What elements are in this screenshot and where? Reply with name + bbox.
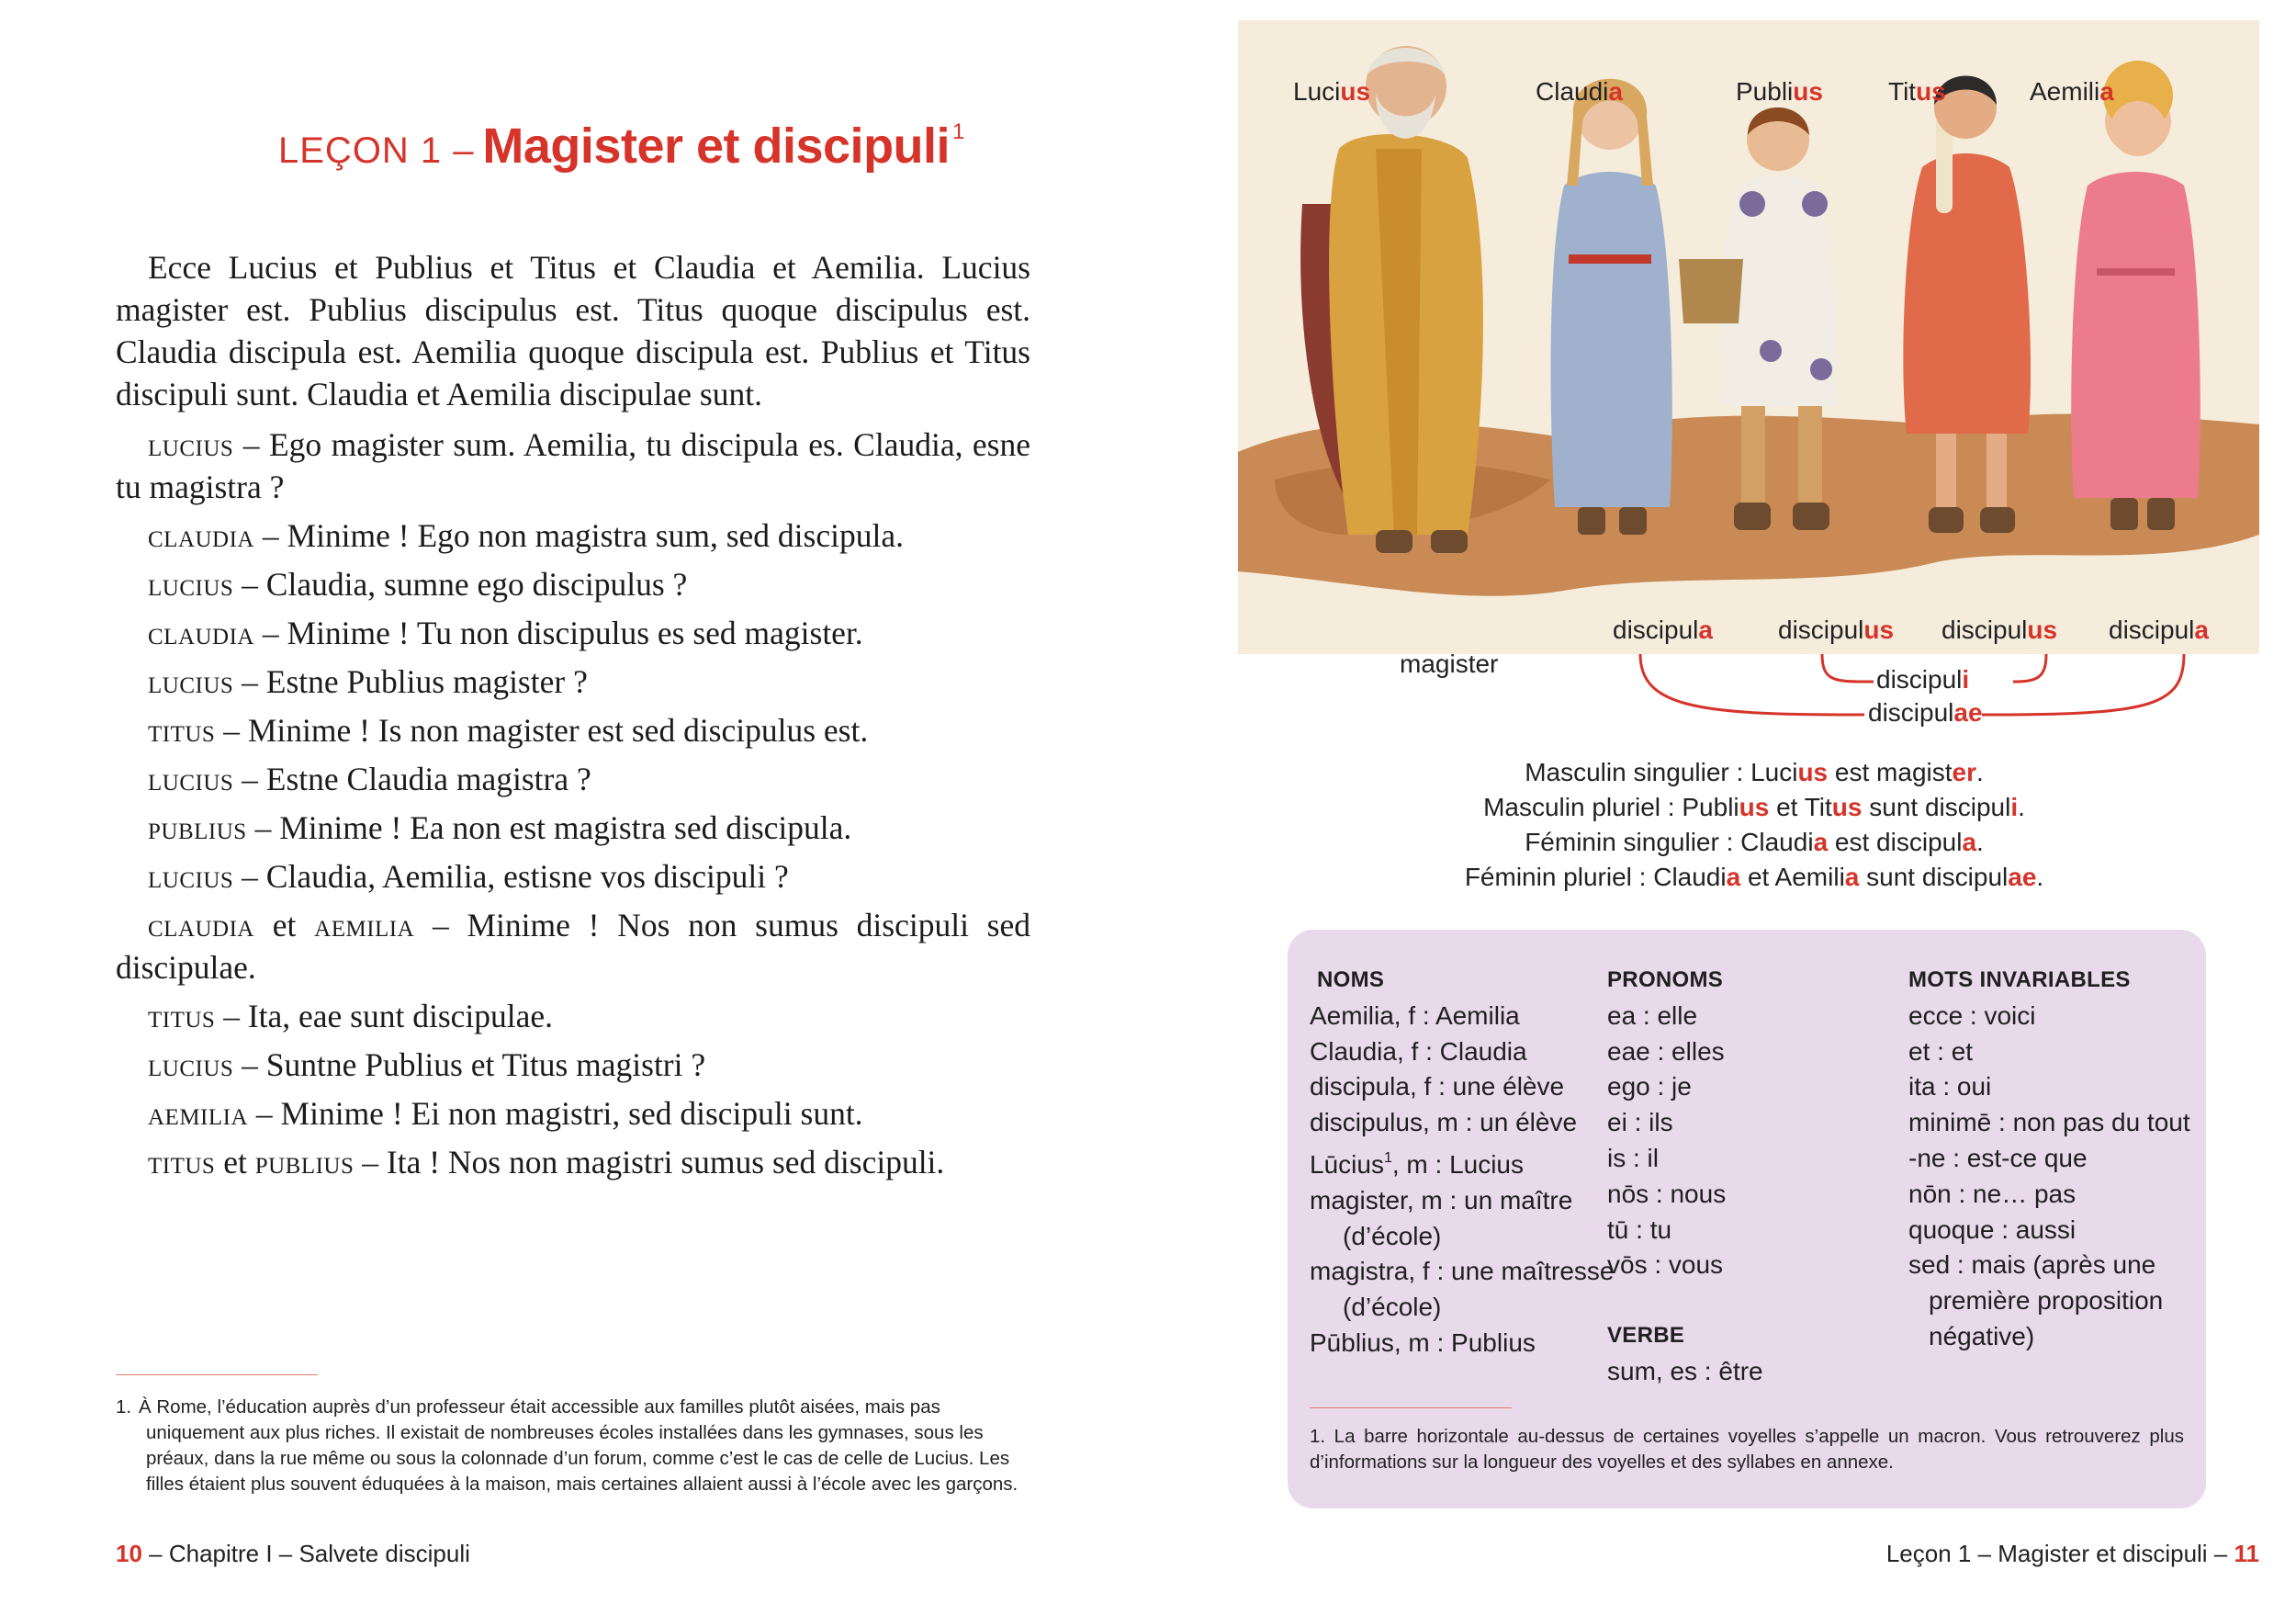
summary-text: . [1976, 758, 1984, 786]
summary-label: Féminin pluriel : [1464, 863, 1654, 891]
name-stem: Publi [1736, 77, 1794, 106]
summary-text: et Aemili [1740, 863, 1845, 891]
summary-ending: i [2010, 793, 2019, 821]
dialogue-line [116, 807, 1030, 849]
name-ending: a [2099, 77, 2114, 106]
vocab-word: Lūcius [1310, 1149, 1384, 1179]
dialogue-text: – Minime ! Nos non sumus discipuli sed discipulae. [116, 907, 1031, 986]
vocab-heading-pronoms: PRONOMS [1607, 967, 1724, 992]
speaker-name: claudia [148, 907, 254, 943]
summary-text: . [2018, 793, 2025, 821]
summary-line [1378, 860, 2131, 895]
vocab-entry: quoque : aussi [1908, 1214, 2077, 1244]
dialogue-line [116, 1092, 1030, 1135]
dialogue-line [116, 424, 1030, 508]
footnote-number: 1. [116, 1396, 132, 1418]
summary-line [1378, 825, 2131, 860]
speaker-name: claudia [148, 517, 254, 554]
folio-right [1886, 1540, 2259, 1568]
vocab-entry: eae : elles [1607, 1036, 1725, 1066]
form-stem: discipul [1868, 698, 1954, 727]
form-label-discipulae [1868, 698, 1983, 728]
vocab-entry: ecce : voici [1908, 1000, 2036, 1030]
dialogue-line [116, 855, 1030, 898]
form-stem: discipul [1613, 616, 1699, 644]
grammar-summary [1378, 755, 2131, 895]
name-ending: us [1793, 77, 1823, 106]
name-label-claudia [1536, 77, 1623, 107]
vocab-entry: vōs : vous [1607, 1250, 1724, 1280]
vocab-entry: et : et [1908, 1036, 1974, 1066]
name-label-titus [1888, 77, 1946, 107]
form-label-discipula-1 [1613, 616, 1713, 645]
dialogue-text: – Ita ! Nos non magistri sumus sed discipuli. [362, 1144, 945, 1180]
dialogue-text: – Minime ! Ei non magistri, sed discipuli sunt. [255, 1095, 863, 1132]
vocab-entry: (d’école) [1343, 1293, 1442, 1322]
vocab-heading-verbe: VERBE [1607, 1323, 1685, 1349]
summary-label: Masculin singulier : [1525, 758, 1751, 786]
dialogue-text: – Claudia, Aemilia, estisne vos discipuli ? [242, 858, 789, 895]
vocab-entry: (d’école) [1343, 1221, 1442, 1250]
speaker-name: lucius [148, 761, 234, 797]
dialogue-text: – Claudia, sumne ego discipulus ? [242, 566, 688, 603]
speaker-name: titus [148, 1144, 216, 1180]
vocab-footnote-rule [1310, 1407, 1512, 1408]
vocab-entry: minimē : non pas du tout [1908, 1108, 2190, 1137]
summary-ending: us [1739, 793, 1770, 821]
form-stem: magister [1400, 650, 1499, 678]
name-label-publius [1736, 77, 1823, 107]
name-stem: Aemili [2030, 77, 2100, 106]
summary-text: Publi [1682, 793, 1739, 821]
dialogue-text: – Minime ! Ea non est magistra sed discipula. [254, 809, 852, 846]
name-stem: Claudi [1536, 77, 1609, 106]
name-stem: Luci [1293, 77, 1341, 106]
speaker-name: publius [148, 809, 247, 846]
name-ending: a [1608, 77, 1623, 106]
form-ending: us [2027, 616, 2058, 644]
summary-ending: a [1813, 828, 1829, 856]
lesson-text [116, 246, 1030, 1190]
form-ending: a [1698, 616, 1713, 644]
vocab-entry: tū : tu [1607, 1214, 1672, 1244]
vocab-entry: Aemilia, f : Aemilia [1310, 1000, 1520, 1030]
dialogue-line [116, 1044, 1030, 1086]
vocab-entry: magistra, f : une maîtresse [1310, 1257, 1615, 1286]
folio-left [116, 1540, 470, 1568]
summary-ending: a [1962, 828, 1977, 856]
vocab-entry-lucius [1310, 1141, 1614, 1183]
dialogue-line [116, 904, 1030, 988]
vocab-spacer [1607, 1283, 1763, 1318]
speaker-name: lucius [148, 663, 234, 700]
vocab-col-pronoms [1607, 963, 1763, 1390]
dialogue-line [116, 758, 1030, 800]
summary-text: Claudi [1653, 863, 1727, 891]
speaker-name: publius [254, 1144, 355, 1180]
form-label-discipuli [1876, 665, 1969, 695]
vocab-entry: nōn : ne… pas [1908, 1179, 2077, 1208]
intro-paragraph: Ecce Lucius et Publius et Titus et Claudia et Aemilia. Lucius magister est. Publius discipulus est. Titus quoque discipulus est. Claudia discipula est. Aemilia quoque discipula est. Publius et Titus discipuli sunt. Claudia et Aemilia discipulae sunt. [116, 249, 1030, 412]
vocab-footnote: 1. La barre horizontale au-dessus de certaines voyelles s’appelle un macron. Vous retrouverez plus d’informations sur la longueur des voyelles et des syllabes en annexe. [1310, 1426, 2184, 1473]
running-head-left: – Chapitre I – Salvete discipuli [141, 1540, 470, 1567]
summary-text: sunt discipul [1859, 863, 2009, 891]
summary-text: Claudi [1740, 828, 1814, 856]
speaker-name: lucius [148, 1046, 234, 1083]
dialogue-text: – Ego magister sum. Aemilia, tu discipula es. Claudia, esne tu magistra ? [116, 426, 1030, 505]
name-ending: us [1916, 77, 1946, 106]
dialogue-text: – Estne Claudia magistra ? [242, 761, 591, 797]
vocab-entry: nōs : nous [1607, 1179, 1727, 1208]
name-stem: Tit [1888, 77, 1917, 106]
form-ending: ae [1953, 698, 1983, 727]
summary-ending: us [1831, 793, 1863, 821]
dialogue-line [116, 995, 1030, 1037]
vocab-entry: Pūblius, m : Publius [1310, 1327, 1536, 1357]
speaker-name: titus [148, 712, 216, 749]
speaker-name: lucius [148, 566, 234, 603]
form-label-magister [1400, 650, 1498, 679]
dialogue-text: – Minime ! Is non magister est sed discipulus est. [223, 712, 869, 749]
page-number-left: 10 [116, 1540, 142, 1567]
form-stem: discipul [2109, 616, 2195, 644]
summary-text: est magist [1828, 758, 1953, 786]
footnote-rule [116, 1374, 318, 1375]
dialogue-line [116, 709, 1030, 751]
title-footnote-marker: 1 [952, 119, 965, 144]
dialogue-line [116, 612, 1030, 654]
dialogue-text: – Suntne Publius et Titus magistri ? [242, 1046, 706, 1083]
form-stem: discipul [1778, 616, 1864, 644]
vocab-entry: discipulus, m : un élève [1310, 1108, 1578, 1137]
form-stem: discipul [1876, 665, 1963, 694]
speaker-name: aemilia [314, 907, 415, 943]
summary-line [1378, 790, 2131, 825]
dialogue-text: – Minime ! Tu non discipulus es sed magister. [262, 615, 863, 651]
vocab-col-invariables [1908, 963, 2190, 1355]
vocab-entry: magister, m : un maître [1310, 1185, 1573, 1214]
summary-text: et Tit [1769, 793, 1832, 821]
illustration-figures [1238, 20, 2259, 654]
name-ending: us [1340, 77, 1371, 106]
running-head-right: Leçon 1 – Magister et discipuli – [1885, 1540, 2234, 1567]
summary-text: Luci [1750, 758, 1798, 786]
dialogue-text: – Minime ! Ego non magistra sum, sed discipula. [262, 517, 904, 554]
summary-label: Masculin pluriel : [1483, 793, 1683, 821]
summary-ending: ae [2008, 863, 2037, 891]
lesson-label: LEÇON 1 – [278, 130, 475, 171]
speaker-name: lucius [148, 858, 234, 895]
summary-ending: a [1844, 863, 1860, 891]
form-ending: i [1962, 665, 1970, 694]
speaker-name: titus [148, 998, 216, 1034]
lesson-title [278, 118, 964, 175]
summary-text: sunt discipul [1862, 793, 2011, 821]
speaker-name: aemilia [148, 1095, 249, 1132]
vocab-entry: Claudia, f : Claudia [1310, 1036, 1527, 1066]
vocab-entry: ego : je [1607, 1072, 1692, 1101]
vocab-entry: ea : elle [1607, 1000, 1698, 1030]
name-label-lucius [1293, 77, 1370, 107]
page-number-right: 11 [2234, 1540, 2259, 1567]
form-ending: us [1863, 616, 1895, 644]
vocab-entry: sum, es : être [1607, 1356, 1763, 1385]
form-label-discipula-2 [2109, 616, 2209, 645]
dialogue-line [116, 514, 1030, 557]
form-label-discipulus-2 [1941, 616, 2057, 645]
vocab-heading-noms: NOMS [1317, 967, 1385, 992]
summary-text: est discipul [1828, 828, 1963, 856]
lesson-title-text: Magister et discipuli [482, 119, 951, 174]
summary-text: . [2036, 863, 2044, 891]
speaker-joiner: et [215, 1144, 255, 1180]
summary-ending: er [1952, 758, 1976, 786]
dialogue [116, 424, 1030, 1183]
vocab-meaning: , m : Lucius [1391, 1149, 1525, 1179]
form-stem: discipul [1941, 616, 2028, 644]
summary-ending: a [1726, 863, 1741, 891]
vocab-entry: -ne : est-ce que [1908, 1143, 2088, 1172]
summary-line [1378, 755, 2131, 790]
name-label-aemilia [2030, 77, 2114, 107]
summary-ending: us [1797, 758, 1829, 786]
vocab-entry: sed : mais (après une [1908, 1250, 2156, 1280]
vocabulary-box [1288, 930, 2206, 1508]
vocab-entry: ita : oui [1908, 1072, 1992, 1101]
dialogue-text: – Ita, eae sunt discipulae. [223, 998, 554, 1034]
summary-text: . [1976, 828, 1984, 856]
vocab-entry: première proposition [1929, 1286, 2164, 1316]
speaker-name: claudia [148, 615, 254, 651]
footnote-text: À Rome, l’éducation auprès d’un professeur était accessible aux familles plutôt aisées, mais pas uniquement aux plus riches. Il existait de nombreuses écoles installées dans les gymnases, sous les préaux, dans la rue même ou sous la colonnade d’un forum, comme c’est le cas de celle de Lucius. Les filles étaient plus souvent éduquées à la maison, mais certaines allaient aussi à l’école avec les garçons. [139, 1396, 1019, 1495]
summary-label: Féminin singulier : [1525, 828, 1741, 856]
form-ending: a [2194, 616, 2209, 644]
speaker-joiner: et [254, 907, 315, 943]
speaker-name: lucius [148, 426, 234, 463]
vocab-entry: négative) [1929, 1321, 2035, 1350]
dialogue-text: – Estne Publius magister ? [242, 663, 588, 700]
dialogue-line [116, 661, 1030, 703]
vocab-entry: is : il [1607, 1143, 1659, 1172]
footnote-left [116, 1395, 1030, 1497]
vocab-entry: ei : ils [1607, 1108, 1673, 1137]
vocab-col-noms [1310, 963, 1614, 1361]
vocab-entry: discipula, f : une élève [1310, 1072, 1565, 1101]
macron-footnote-marker: 1 [1383, 1149, 1392, 1166]
form-label-discipulus-1 [1778, 616, 1894, 645]
dialogue-line [116, 563, 1030, 605]
dialogue-line [116, 1141, 1030, 1183]
vocab-heading-invariables: MOTS INVARIABLES [1908, 967, 2131, 992]
